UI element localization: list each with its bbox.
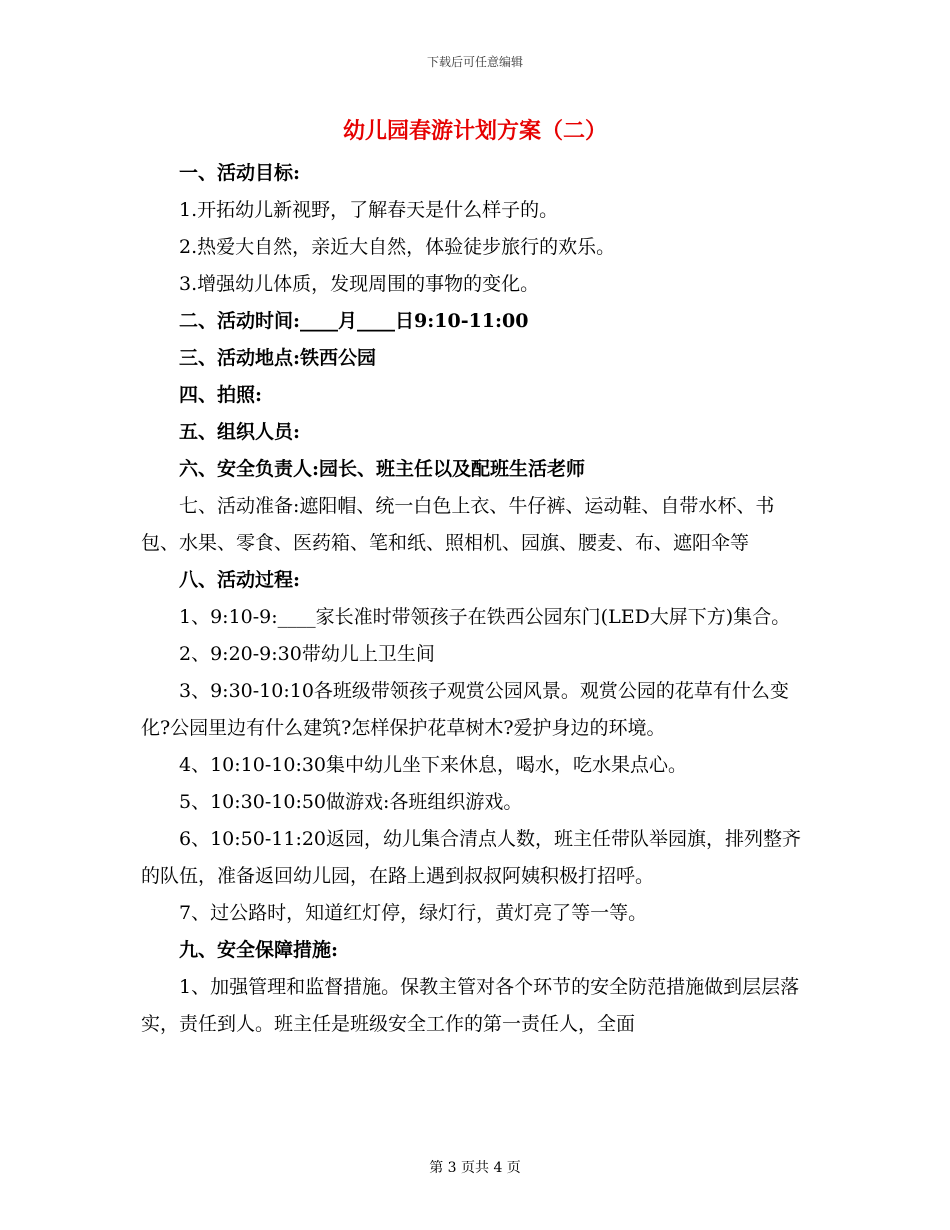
paragraph: 7、过公路时，知道红灯停，绿灯行，黄灯亮了等一等。 bbox=[179, 902, 648, 924]
paragraph: 二、活动时间:____月____日9:10-11:00 bbox=[179, 310, 529, 332]
paragraph: 1、加强管理和监督措施。保教主管对各个环节的安全防范措施做到层层落实，责任到人。班主任是班级安全工作的第一责任人，全面 bbox=[141, 976, 800, 1035]
page-footer: 第 3 页共 4 页 bbox=[429, 1160, 521, 1176]
paragraph: 5、10:30-10:50做游戏:各班组织游戏。 bbox=[179, 791, 523, 813]
paragraph: 3.增强幼儿体质，发现周围的事物的变化。 bbox=[179, 273, 540, 295]
document-title: 幼儿园春游计划方案（二） bbox=[342, 118, 607, 144]
paragraph: 三、活动地点:铁西公园 bbox=[179, 347, 377, 369]
paragraph: 1.开拓幼儿新视野，了解春天是什么样子的。 bbox=[179, 199, 559, 221]
paragraph: 3、9:30-10:10各班级带领孩子观赏公园风景。观赏公园的花草有什么变化?公园里边有什么建筑?怎样保护花草树木?爱护身边的环境。 bbox=[141, 680, 789, 739]
paragraph: 一、活动目标: bbox=[179, 162, 301, 184]
paragraph: 2、9:20-9:30带幼儿上卫生间 bbox=[179, 643, 435, 665]
paragraph: 七、活动准备:遮阳帽、统一白色上衣、牛仔裤、运动鞋、自带水杯、书包、水果、零食、医药箱、笔和纸、照相机、园旗、腰麦、布、遮阳伞等 bbox=[141, 495, 775, 554]
paragraph: 6、10:50-11:20返园，幼儿集合清点人数，班主任带队举园旗，排列整齐的队伍，准备返回幼儿园，在路上遇到叔叔阿姨积极打招呼。 bbox=[141, 828, 802, 887]
paragraph: 4、10:10-10:30集中幼儿坐下来休息，喝水，吃水果点心。 bbox=[179, 754, 688, 776]
page-header: 下载后可任意编辑 bbox=[426, 55, 523, 69]
paragraph: 九、安全保障措施: bbox=[179, 939, 339, 961]
paragraph: 四、拍照: bbox=[179, 384, 263, 406]
paragraph: 六、安全负责人:园长、班主任以及配班生活老师 bbox=[179, 458, 586, 480]
paragraph: 八、活动过程: bbox=[179, 569, 301, 591]
paragraph: 五、组织人员: bbox=[179, 421, 301, 443]
paragraph: 2.热爱大自然，亲近大自然，体验徒步旅行的欢乐。 bbox=[179, 236, 616, 258]
paragraph: 1、9:10-9:____家长准时带领孩子在铁西公园东门(LED大屏下方)集合。 bbox=[179, 606, 791, 628]
document-body bbox=[141, 155, 811, 1043]
